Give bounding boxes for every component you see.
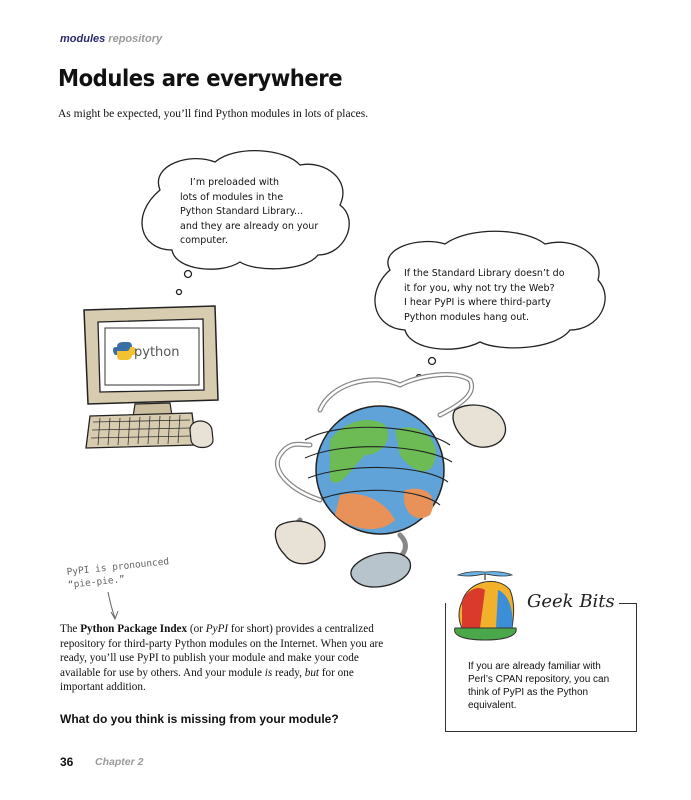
bubble-computer-line: Python Standard Library... [180,206,304,217]
body-text: for short) provides a centralized repository for third-party Python modules on the Internet. When you are ready, you’ll use PyPI to publish your module and make your code available for use by others. And your module [60,623,384,679]
bubble-computer-line: lots of modules in the [180,191,284,203]
bubble-computer-line: I’m preloaded with [190,177,280,188]
bubble-globe-line: it for you, why not try the Web? [404,282,555,294]
bubble-globe-line: Python modules hang out. [404,311,530,323]
hand-note-line: PyPI is pronounced [66,556,170,578]
body-bold-term: Python Package Index [80,623,188,635]
computer-illustration [84,306,218,448]
geek-bits-title: Geek Bits [527,591,615,612]
body-italic-term: but [304,666,320,679]
body-italic-term: is [264,666,273,679]
chapter-label: Chapter 2 [95,756,144,768]
page-number: 36 [60,755,74,769]
geek-bits-text: If you are already familiar with Perl’s CPAN repository, you can think of PyPI as the Python equivalent. [468,661,610,711]
running-head-section: modules [60,33,106,45]
bubble-computer-text [180,176,330,249]
bubble-computer-line: and they are already on your [180,220,319,232]
running-head-topic: repository [108,33,163,45]
bubble-globe-line: I hear PyPI is where third-party [404,297,551,308]
globe-illustration [275,375,505,587]
bubble-globe-text [404,267,586,325]
body-paragraph [60,622,390,695]
body-italic-term: PyPI [205,623,229,635]
bubble-globe-line: If the Standard Library doesn’t do [404,268,565,279]
page-title: Modules are everywhere [58,66,343,92]
intro-text: As might be expected, you’ll find Python modules in lots of places. [58,108,369,120]
screen-python-logo: python [134,345,180,360]
body-text: for one important addition. [60,666,354,694]
question-heading: What do you think is missing from your module? [60,712,339,726]
bubble-computer-line: computer. [180,235,228,246]
body-text: (or [187,623,206,635]
geek-bits-rule [619,603,636,604]
body-text: ready, [272,666,305,679]
hand-note-line: “pie-pie.” [67,573,126,591]
body-text: The [60,623,81,635]
